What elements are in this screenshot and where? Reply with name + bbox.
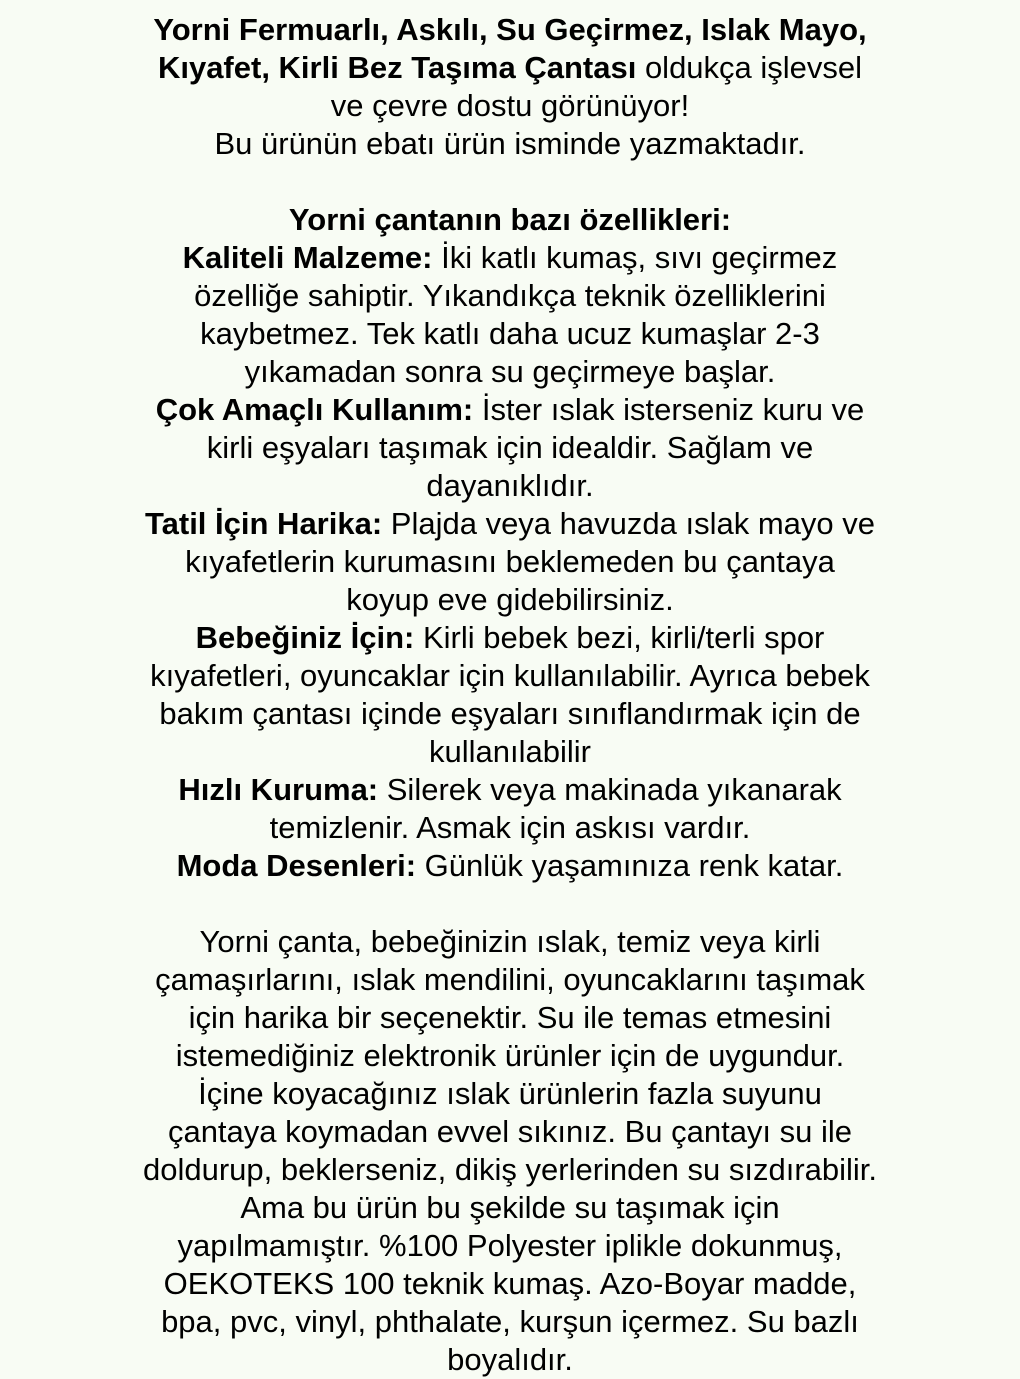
section-gap xyxy=(140,885,880,923)
intro-product-name: Yorni Fermuarlı, Askılı, Su Geçirmez, Islak Mayo, Kıyafet, Kirli Bez Taşıma Çantası xyxy=(153,12,867,85)
feature-label: Kaliteli Malzeme: xyxy=(182,240,433,275)
feature-text: Kirli bebek bezi, kirli/terli spor kıyafetleri, oyuncaklar için kullanılabilir. Ayrıca bebek bakım çantası içinde eşyaları sınıflandırmak için de kullanılabilir xyxy=(150,620,870,769)
features-title: Yorni çantanın bazı özellikleri: xyxy=(288,202,732,237)
feature-label: Bebeğiniz İçin: xyxy=(195,620,415,655)
feature-item-tatil-icin-harika xyxy=(140,505,880,619)
feature-item-kaliteli-malzeme xyxy=(140,239,880,391)
intro-paragraph xyxy=(140,11,880,125)
intro-tail: oldukça işlevsel ve çevre dostu görünüyor! xyxy=(330,50,863,123)
feature-item-hizli-kuruma xyxy=(140,771,880,847)
feature-text: Plajda veya havuzda ıslak mayo ve kıyafetlerin kurumasını beklemeden bu çantaya koyup eve gidebilirsiniz. xyxy=(185,506,875,617)
feature-text: Günlük yaşamınıza renk katar. xyxy=(416,848,844,883)
feature-item-moda-desenleri xyxy=(140,847,880,885)
intro-size-note: Bu ürünün ebatı ürün isminde yazmaktadır. xyxy=(214,126,806,161)
feature-label: Moda Desenleri: xyxy=(176,848,417,883)
feature-text: İster ıslak isterseniz kuru ve kirli eşyaları taşımak için idealdir. Sağlam ve dayanıklıdır. xyxy=(206,392,865,503)
feature-text: İki katlı kumaş, sıvı geçirmez özelliğe sahiptir. Yıkandıkça teknik özelliklerini kaybetmez. Tek katlı daha ucuz kumaşlar 2-3 yıkamadan sonra su geçirmeye başlar. xyxy=(194,240,838,389)
feature-item-bebeginiz-icin xyxy=(140,619,880,771)
section-gap xyxy=(140,163,880,201)
feature-item-cok-amacli-kullanim xyxy=(140,391,880,505)
feature-label: Çok Amaçlı Kullanım: xyxy=(155,392,474,427)
feature-text: Silerek veya makinada yıkanarak temizlenir. Asmak için askısı vardır. xyxy=(269,772,842,845)
outro-paragraph: Yorni çanta, bebeğinizin ıslak, temiz veya kirli çamaşırlarını, ıslak mendilini, oyuncaklarını taşımak için harika bir seçenektir. Su ile temas etmesini istemediğiniz elektronik ürünler için de uygundur. İçine koyacağınız ıslak ürünlerin fazla suyunu çantaya koymadan evvel sıkınız. Bu çantayı su ile doldurup, beklerseniz, dikiş yerlerinden su sızdırabilir. Ama bu ürün bu şekilde su taşımak için yapılmamıştır. %100 Polyester iplikle dokunmuş, OEKOTEKS 100 teknik kumaş. Azo-Boyar madde, bpa, pvc, vinyl, phthalate, kurşun içermez. Su bazlı boyalıdır. xyxy=(142,924,878,1377)
product-description xyxy=(140,0,880,1379)
feature-label: Tatil İçin Harika: xyxy=(145,506,383,541)
feature-label: Hızlı Kuruma: xyxy=(178,772,379,807)
